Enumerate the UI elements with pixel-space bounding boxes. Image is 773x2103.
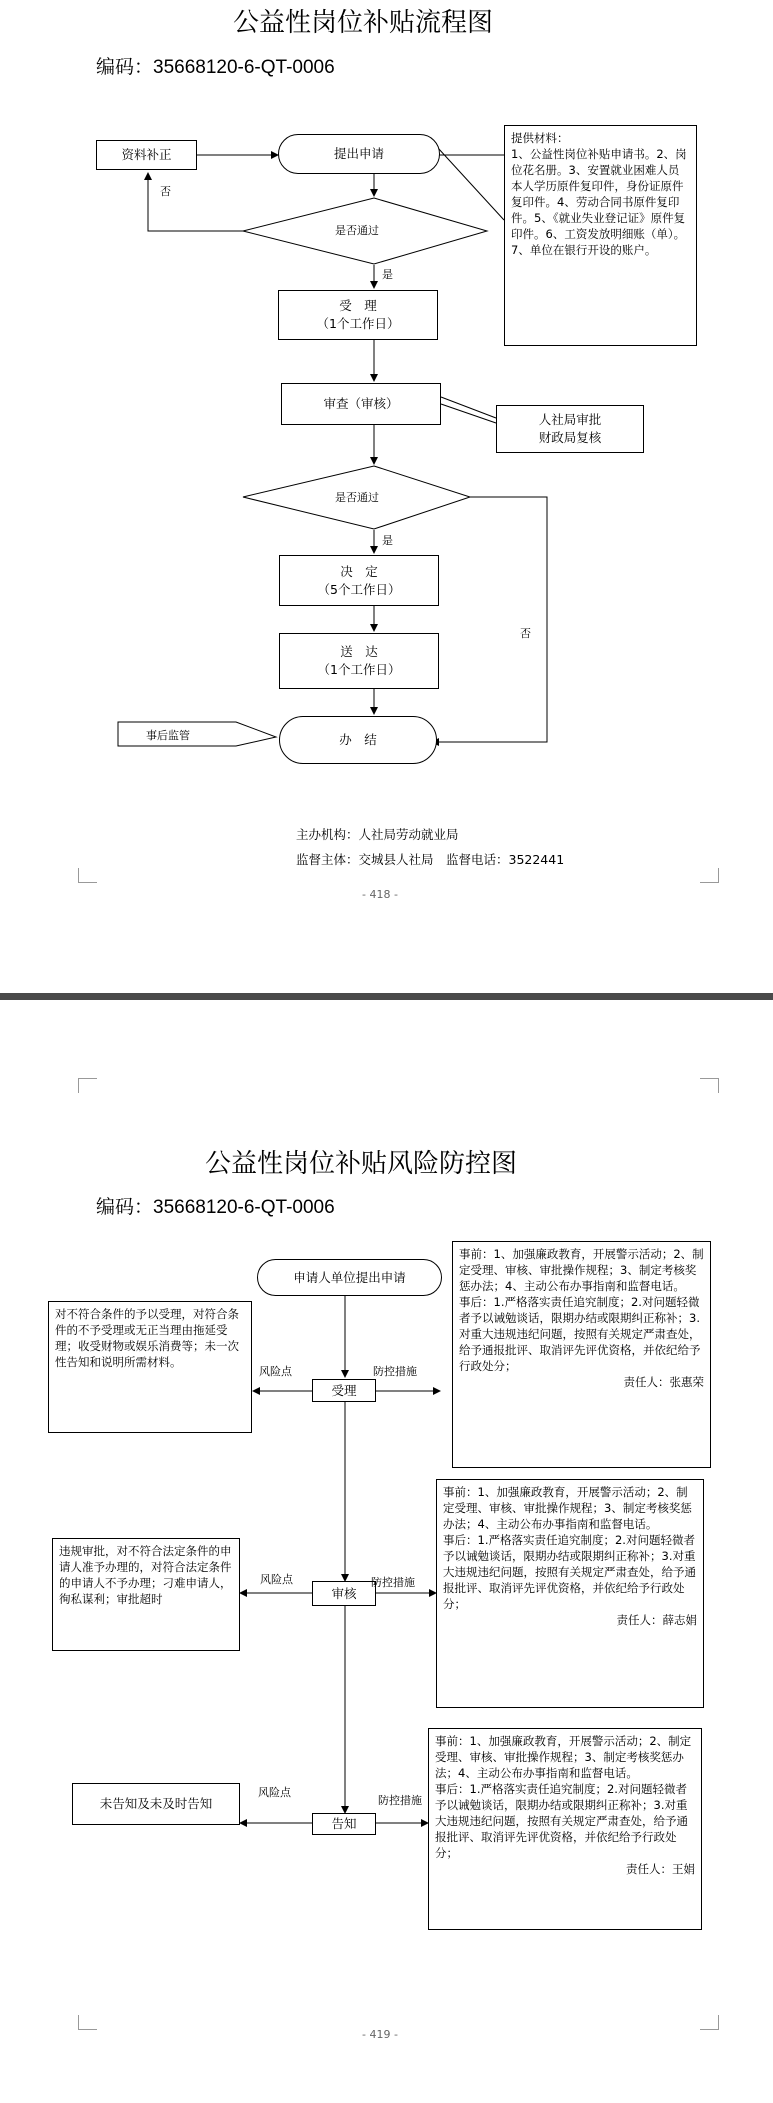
- no-label-2: 否: [520, 627, 531, 640]
- stage-notify: [312, 1813, 376, 1835]
- stage-accept: [312, 1379, 376, 1402]
- stage-notify-label: 告知: [331, 1816, 357, 1831]
- risk-box-notify: [72, 1783, 240, 1825]
- responsible-person: 责任人：薛志娟: [616, 1613, 697, 1627]
- materials-box: 提供材料： 1、公益性岗位补贴申请书。2、岗位花名册。3、安置就业困难人员本人学历原件复印件，身份证原件复印件。4、劳动合同书原件复印件。5、《就业失业登记证》原件复印件。6、工资发放明细账（单）。7、单位在银行开设的账户。: [504, 125, 697, 346]
- page-number: - 419 -: [362, 2028, 398, 2041]
- deliver-days: （1个工作日）: [317, 662, 401, 677]
- decide-days: （5个工作日）: [317, 581, 401, 597]
- risk-box-accept: 对不符合条件的予以受理，对符合条件的不予受理或无正当理由拖延受理；收受财物或娱乐消费等；未一次性告知和说明所需材料。: [48, 1301, 252, 1433]
- supplement-label: 资料补正: [121, 147, 172, 162]
- risk-text: 未告知及未及时告知: [99, 1796, 213, 1811]
- crop-mark: [700, 2015, 719, 2030]
- page-title: 公益性岗位补贴风险防控图: [205, 1149, 518, 1179]
- risk-point-label: 风险点: [259, 1365, 292, 1378]
- control-measure-label: 防控措施: [373, 1365, 417, 1378]
- accept-label: 受 理: [339, 298, 377, 313]
- risk-point-label: 风险点: [260, 1573, 293, 1586]
- measures-text: 事前：1、加强廉政教育，开展警示活动；2、制定受理、审核、审批操作规程；3、制定考核奖惩办法；4、主动公布办事指南和监督电话。 事后：1.严格落实责任追究制度；2.对问题轻微者予以诫勉谈话，限期办结或限期纠正称补；3.对重大违规违纪问题，按照有关规定严肃查处，给予通报批评、取消评先评优资格，并依纪给予行政处分；: [459, 1247, 704, 1373]
- organizer: 主办机构：人社局劳动就业局: [296, 827, 459, 842]
- approval-note-box: 人社局审批 财政局复核: [496, 405, 644, 453]
- document-code: 编码：35668120-6-QT-0006: [96, 1197, 335, 1218]
- responsible-person: 责任人：王娟: [626, 1862, 695, 1876]
- finish-label: 办 结: [339, 732, 377, 747]
- supervise-label: 事后监管: [146, 729, 190, 742]
- stage-review-label: 审核: [331, 1585, 357, 1601]
- measures-text: 事前：1、加强廉政教育，开展警示活动；2、制定受理、审核、审批操作规程；3、制定考核奖惩办法；4、主动公布办事指南和监督电话。 事后：1.严格落实责任追究制度；2.对问题轻微者予以诫勉谈话，限期办结或限期纠正称补；3.对重大违规违纪问题，按照有关规定严肃查处，给予通报批评、取消评先评优资格，并依纪给予行政处分；: [435, 1734, 692, 1860]
- decision-1-label: 是否通过: [335, 224, 379, 237]
- yes-label-1: 是: [382, 268, 393, 281]
- yes-label-2: 是: [382, 534, 393, 547]
- measures-box-accept: [452, 1241, 711, 1468]
- risk-box-review: 违规审批，对不符合法定条件的申请人准予办理的，对符合法定条件的申请人不予办理；刁难申请人，徇私谋利；审批超时: [52, 1538, 240, 1651]
- decide-label: 决 定: [340, 563, 378, 579]
- accept-days: （1个工作日）: [316, 316, 400, 331]
- measures-box-review: [436, 1479, 704, 1708]
- document-code: 编码：35668120-6-QT-0006: [96, 57, 335, 78]
- start-node: [257, 1259, 442, 1296]
- start-label: 申请人单位提出申请: [293, 1269, 406, 1285]
- risk-point-label: 风险点: [258, 1786, 291, 1799]
- measures-box-notify: [428, 1728, 702, 1930]
- control-measure-label: 防控措施: [371, 1576, 415, 1589]
- stage-accept-label: 受理: [331, 1382, 357, 1398]
- no-label-1: 否: [160, 185, 171, 198]
- decision-2-label: 是否通过: [335, 491, 379, 504]
- measures-text: 事前：1、加强廉政教育，开展警示活动；2、制定受理、审核、审批操作规程；3、制定考核奖惩办法；4、主动公布办事指南和监督电话。 事后：1.严格落实责任追究制度；2.对问题轻微者予以诫勉谈话，限期办结或限期纠正称补；3.对重大违规违纪问题，按照有关规定严肃查处，给予通报批评、取消评先评优资格，并依纪给予行政处分；: [443, 1485, 696, 1611]
- responsible-person: 责任人：张惠荣: [623, 1375, 704, 1389]
- crop-mark: [78, 2015, 97, 2030]
- deliver-label: 送 达: [340, 644, 378, 659]
- control-measure-label: 防控措施: [378, 1794, 422, 1807]
- supervisor: 监督主体：交城县人社局 监督电话：3522441: [296, 852, 565, 867]
- apply-label: 提出申请: [333, 146, 384, 161]
- page-number: - 418 -: [362, 888, 398, 901]
- stage-review: [312, 1581, 376, 1606]
- review-label: 审查（审核）: [323, 396, 399, 411]
- page-title: 公益性岗位补贴流程图: [233, 8, 494, 38]
